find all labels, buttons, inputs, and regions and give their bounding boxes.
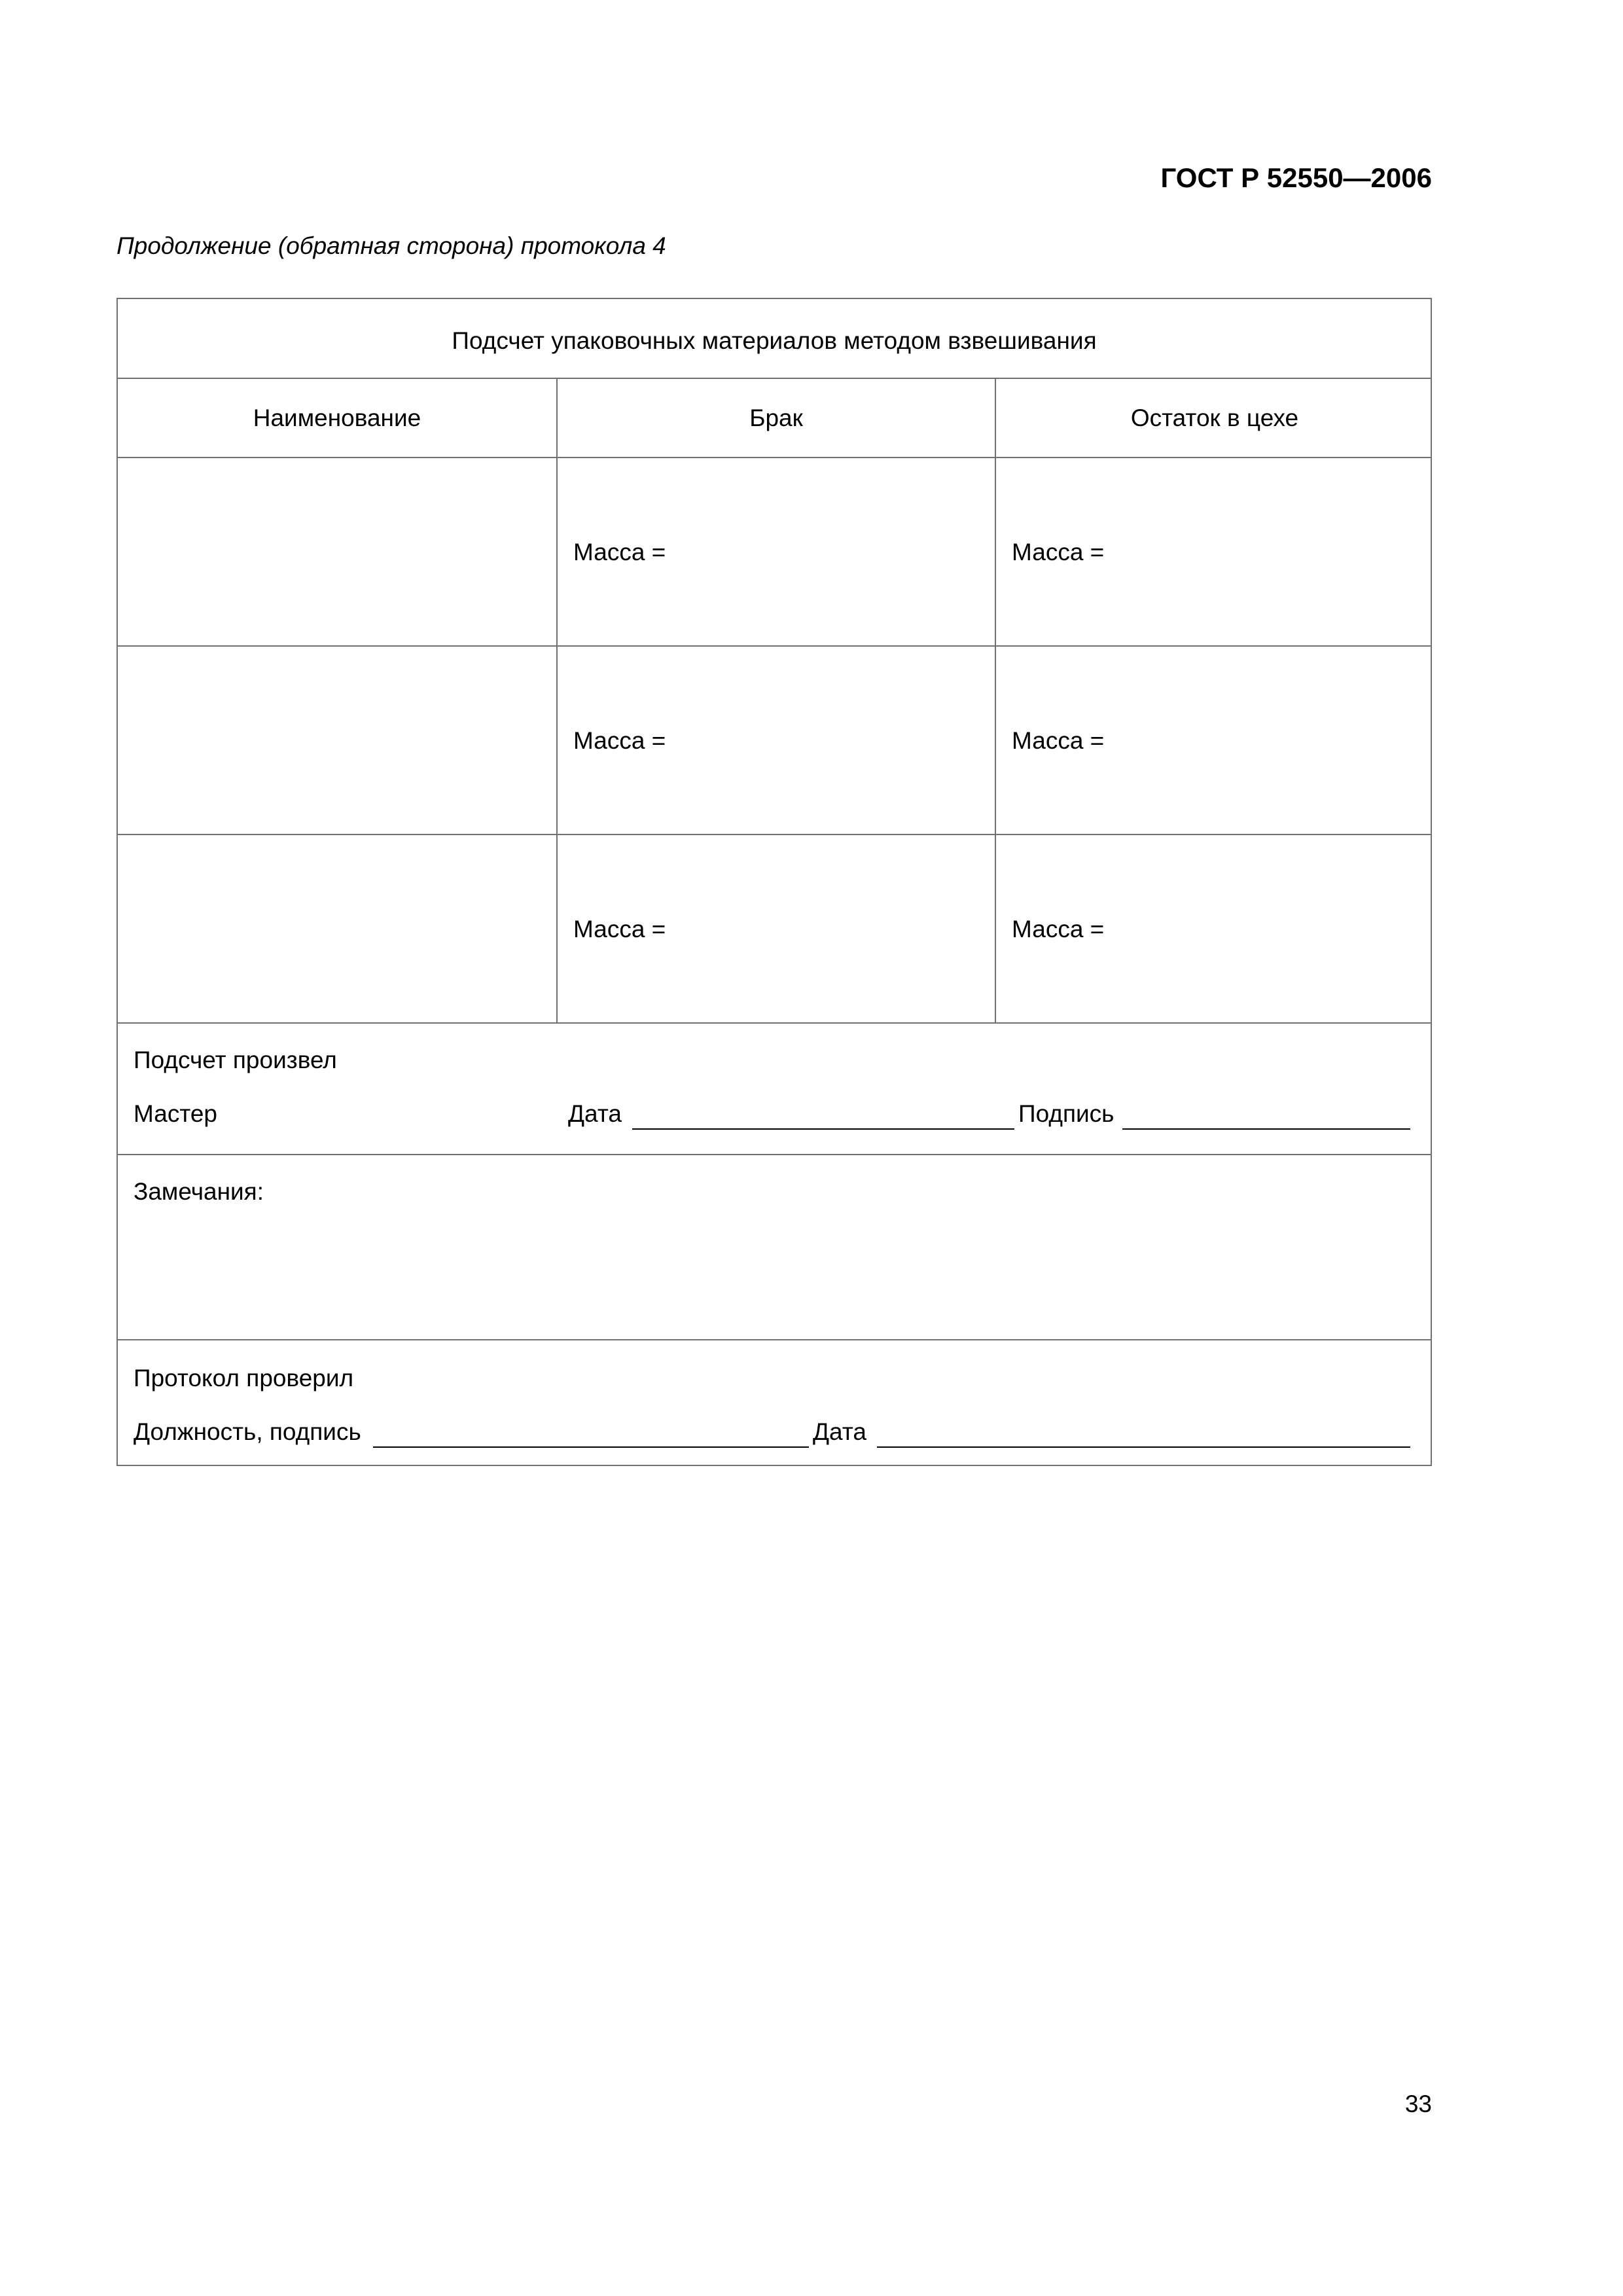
table-title-row (118, 299, 1431, 378)
signature-field[interactable] (1122, 1128, 1410, 1130)
name-cell[interactable] (118, 647, 556, 834)
table-row (118, 457, 1431, 645)
table-row (118, 834, 1431, 1022)
table-header-row (118, 378, 1431, 457)
table-title: Подсчет упаковочных материалов методом взвешивания (452, 327, 1097, 354)
column-header-name: Наименование (253, 404, 421, 431)
position-signature-label: Должность, подпись (134, 1418, 361, 1445)
defect-mass-cell[interactable]: Масса = (556, 647, 995, 834)
master-label: Мастер (134, 1100, 218, 1127)
defect-mass-cell[interactable]: Масса = (556, 835, 995, 1022)
remarks-area[interactable] (118, 1214, 1431, 1339)
remainder-mass-cell[interactable]: Масса = (995, 458, 1433, 645)
name-cell[interactable] (118, 458, 556, 645)
date-field[interactable] (632, 1128, 1014, 1130)
document-code: ГОСТ Р 52550—2006 (1160, 162, 1432, 193)
page-number: 33 (1404, 2090, 1432, 2117)
protocol-subtitle: Продолжение (обратная сторона) протокола 4 (116, 232, 666, 259)
protocol-checked-section (118, 1339, 1431, 1466)
column-header-defect: Брак (556, 379, 995, 457)
date-label: Дата (568, 1100, 622, 1127)
check-date-label: Дата (813, 1418, 866, 1445)
signature-label: Подпись (1018, 1100, 1115, 1127)
remainder-mass-cell[interactable]: Масса = (995, 647, 1433, 834)
name-cell[interactable] (118, 835, 556, 1022)
position-signature-field[interactable] (373, 1446, 809, 1448)
remarks-section (118, 1154, 1431, 1339)
remainder-mass-cell[interactable]: Масса = (995, 835, 1433, 1022)
table-row (118, 645, 1431, 834)
weighing-count-form (116, 298, 1432, 1466)
count-performed-heading: Подсчет произвел (134, 1047, 337, 1073)
defect-mass-cell[interactable]: Масса = (556, 458, 995, 645)
remarks-label: Замечания: (134, 1178, 264, 1205)
protocol-checked-heading: Протокол проверил (134, 1365, 354, 1391)
check-date-field[interactable] (877, 1446, 1410, 1448)
column-header-remainder: Остаток в цехе (995, 379, 1433, 457)
count-performed-section (118, 1022, 1431, 1154)
